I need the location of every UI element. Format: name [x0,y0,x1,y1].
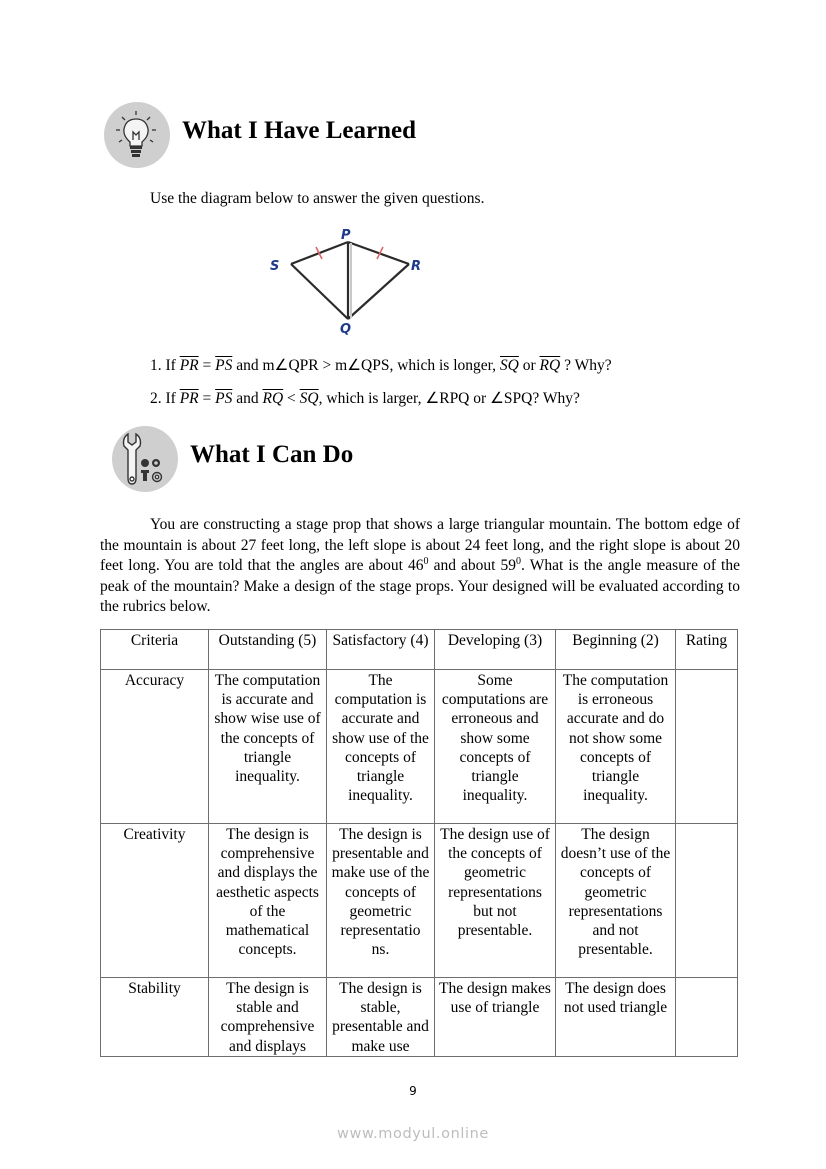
segment-sq [291,264,348,319]
segment-rq [348,264,409,319]
point-label-p: P [341,228,351,243]
segment-pr [348,242,409,264]
header-outstanding: Outstanding (5) [209,630,327,670]
question-text: and m∠QPR > m∠QPS, which is longer, [232,357,500,374]
rubric-cell: The design doesn’t use of the concepts of geometric representations and not presentable. [556,824,676,978]
instruction-text: Use the diagram below to answer the given questions. [150,190,485,207]
wrench-tools-icon [112,426,178,492]
question-number: 1. If [150,357,180,374]
criteria-cell: Creativity [101,824,209,978]
question-1 [150,356,612,377]
rubric-cell: The computation is erroneous accurate and do not show some concepts of triangle inequality. [556,670,676,824]
question-text: or [518,357,540,374]
paragraph-text: and about 59 [428,557,517,575]
header-criteria: Criteria [101,630,209,670]
task-paragraph [100,515,740,618]
rubric-table [100,629,738,1057]
question-text: , which is larger, ∠RPQ or ∠SPQ? Why? [318,390,580,407]
rating-cell[interactable] [676,824,738,978]
rubric-cell: The design is comprehensive and displays the aesthetic aspects of the mathematical concepts. [209,824,327,978]
watermark: www.modyul.online [337,1126,489,1142]
point-label-s: S [270,259,280,274]
header-rating: Rating [676,630,738,670]
paragraph-text: . What is the angle measure of the peak of the mountain? Make a design of the stage props. Your designed will be evaluated according to the rubrics below. [100,557,740,616]
rubric-row-accuracy [101,670,738,824]
question-text: and [232,390,263,407]
page-number: 9 [409,1084,417,1098]
segment-notation: $\overline{SQ}$ [499,357,519,374]
section-title-what-i-can-do: What I Can Do [190,441,354,468]
point-label-r: R [411,259,422,274]
rubric-cell: The computation is accurate and show use of the concepts of triangle inequality. [327,670,435,824]
paragraph-text: You are constructing a stage prop that shows a large triangular mountain. The bottom edge of the mountain is about 27 feet long, the left slope is about 24 feet long, and the right slope is about 20 feet long. You are told that the angles are about 46 [100,516,740,575]
header-beginning: Beginning (2) [556,630,676,670]
less-than-sign: < [283,390,300,407]
rating-cell[interactable] [676,670,738,824]
lightbulb-icon [104,102,170,168]
rating-cell[interactable] [676,978,738,1057]
question-number: 2. If [150,390,180,407]
segment-notation: $\overline{PS}$ [215,357,233,374]
rubric-cell: The computation is accurate and show wise use of the concepts of triangle inequality. [209,670,327,824]
criteria-cell: Accuracy [101,670,209,824]
segment-notation: $\overline{SQ}$ [299,390,319,407]
rubric-cell: Some computations are erroneous and show some concepts of triangle inequality. [435,670,556,824]
rubric-cell: The design is presentable and make use of the concepts of geometric representatio ns. [327,824,435,978]
segment-notation: $\overline{RQ}$ [262,390,284,407]
rubric-cell: The design does not used triangle [556,978,676,1057]
degree-superscript: 0 [516,556,522,568]
rubric-header-row [101,630,738,670]
rubric-row-stability [101,978,738,1057]
criteria-cell: Stability [101,978,209,1057]
degree-superscript: 0 [423,556,429,568]
rubric-cell: The design is stable, presentable and make use [327,978,435,1057]
equals-sign: = [198,357,216,374]
point-label-q: Q [340,322,352,337]
segment-notation: $\overline{PR}$ [179,357,199,374]
rubric-row-creativity [101,824,738,978]
rubric-cell: The design use of the concepts of geometric representations but not presentable. [435,824,556,978]
triangle-diagram [262,225,432,337]
rubric-cell: The design is stable and comprehensive and displays [209,978,327,1057]
header-satisfactory: Satisfactory (4) [327,630,435,670]
segment-notation: $\overline{RQ}$ [539,357,561,374]
section-title-what-i-have-learned: What I Have Learned [182,117,417,144]
equals-sign: = [198,390,216,407]
header-developing: Developing (3) [435,630,556,670]
rubric-cell: The design makes use of triangle [435,978,556,1057]
segment-notation: $\overline{PS}$ [215,390,233,407]
question-2 [150,389,580,410]
question-text: ? Why? [560,357,612,374]
segment-notation: $\overline{PR}$ [179,390,199,407]
